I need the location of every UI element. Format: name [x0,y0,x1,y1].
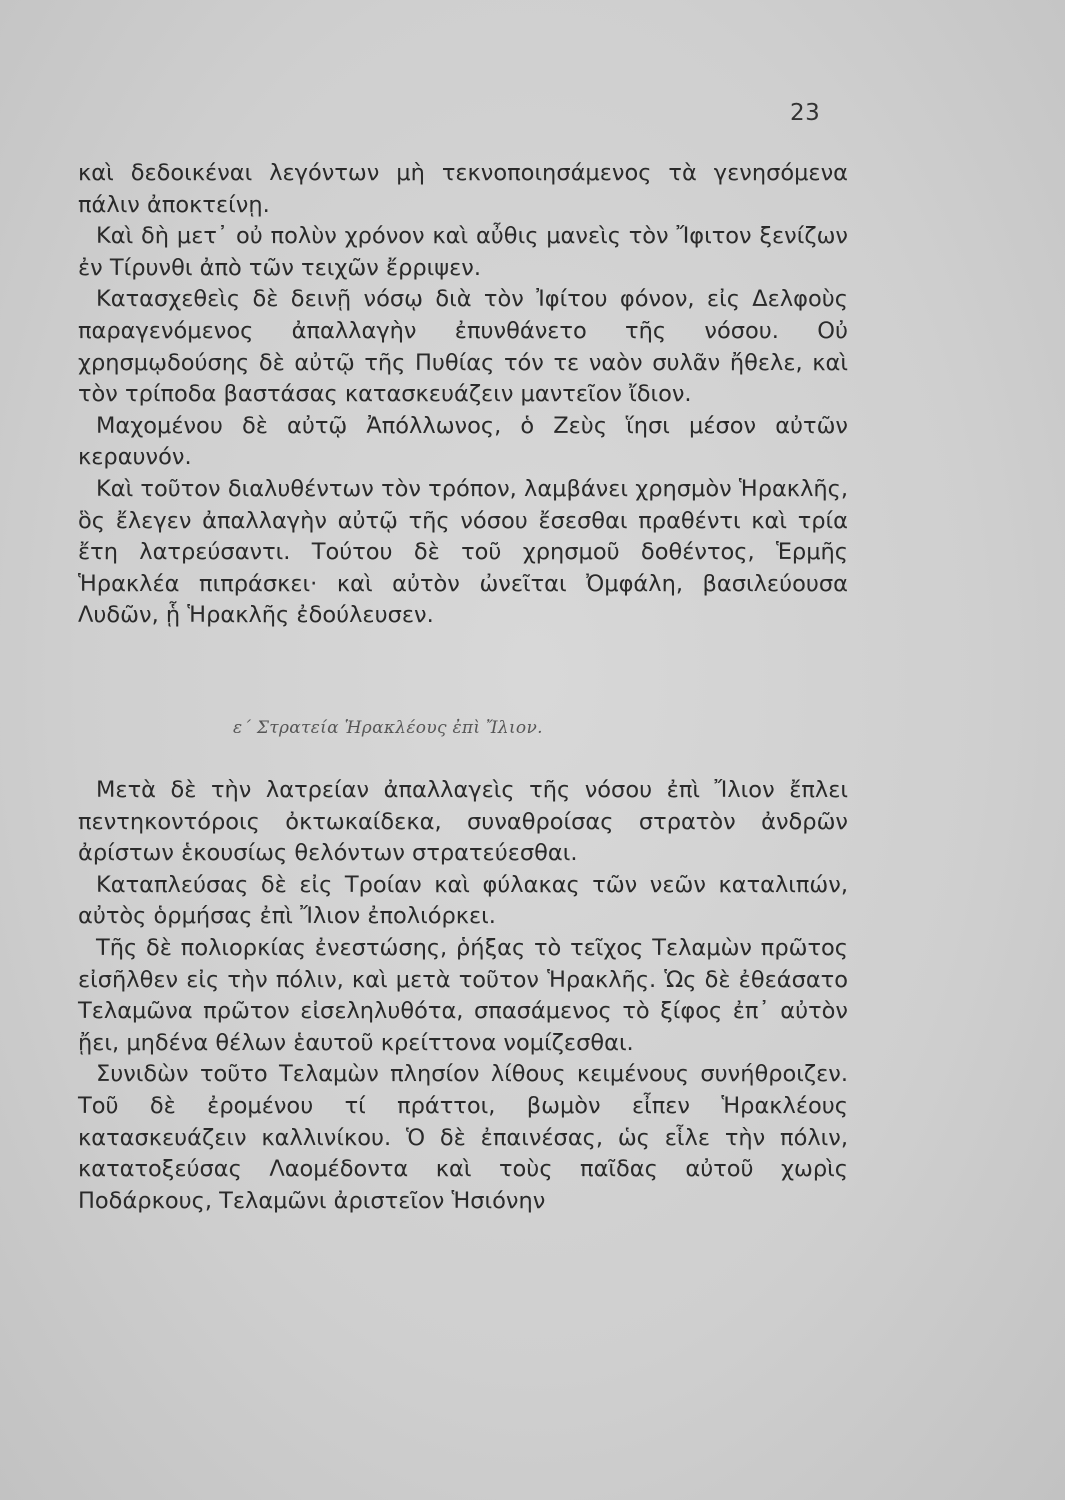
paragraph: Καὶ τοῦτον διαλυθέντων τὸν τρόπον, λαμβάνει χρησμὸν Ἡρακλῆς, ὃς ἔλεγεν ἀπαλλαγὴν αὐτῷ τῆς νόσου ἔσεσθαι πραθέντι καὶ τρία ἔτη λατρεύσαντι. Τούτου δὲ τοῦ χρησμοῦ δοθέντος, Ἑρμῆς Ἡρακλέα πιπράσκει· καὶ αὐτὸν ὠνεῖται Ὀμφάλη, βασιλεύουσα Λυδῶν, ᾗ Ἡρακλῆς ἐδούλευσεν. [78,475,848,629]
paragraph: Μετὰ δὲ τὴν λατρείαν ἀπαλλαγεὶς τῆς νόσου ἐπὶ Ἴλιον ἔπλει πεντηκοντόροις ὀκτωκαίδεκα, συναθροίσας στρατὸν ἀνδρῶν ἀρίστων ἑκουσίως θελόντων στρατεύεσθαι. [78,777,848,867]
top-text-block [78,158,848,632]
paragraph: Μαχομένου δὲ αὐτῷ Ἀπόλλωνος, ὁ Ζεὺς ἵησι μέσον αὐτῶν κεραυνόν. [78,412,848,471]
section-heading: ε΄ Στρατεία Ἡρακλέους ἐπὶ Ἴλιον. [233,718,543,738]
paragraph: καὶ δεδοικέναι λεγόντων μὴ τεκνοποιησάμενος τὰ γενησόμενα πάλιν ἀποκτείνῃ. [78,160,848,218]
paragraph: Καὶ δὴ μετ᾽ οὐ πολὺν χρόνον καὶ αὖθις μανεὶς τὸν Ἴφιτον ξενίζων ἐν Τίρυνθι ἀπὸ τῶν τειχῶν ἔρριψεν. [78,223,848,281]
paragraph: Συνιδὼν τοῦτο Τελαμὼν πλησίον λίθους κειμένους συνήθροιζεν. Τοῦ δὲ ἐρομένου τί πράττοι, βωμὸν εἶπεν Ἡρακλέους κατασκευάζειν καλλινίκου. Ὁ δὲ ἐπαινέσας, ὡς εἷλε τὴν πόλιν, κατατοξεύσας Λαομέδοντα καὶ τοὺς παῖδας αὐτοῦ χωρὶς Ποδάρκους, Τελαμῶνι ἀριστεῖον Ἡσιόνην [78,1061,848,1214]
bottom-text-block [78,775,848,1217]
paragraph: Τῆς δὲ πολιορκίας ἐνεστώσης, ῥήξας τὸ τεῖχος Τελαμὼν πρῶτος εἰσῆλθεν εἰς τὴν πόλιν, καὶ μετὰ τοῦτον Ἡρακλῆς. Ὡς δὲ ἐθεάσατο Τελαμῶνα πρῶτον εἰσεληλυθότα, σπασάμενος τὸ ξίφος ἐπ᾽ αὐτὸν ᾔει, μηδένα θέλων ἑαυτοῦ κρείττονα νομίζεσθαι. [78,934,848,1056]
page-number: 23 [790,100,821,126]
paragraph: Κατασχεθεὶς δὲ δεινῇ νόσῳ διὰ τὸν Ἰφίτου φόνον, εἰς Δελφοὺς παραγενόμενος ἀπαλλαγὴν ἐπυνθάνετο τῆς νόσου. Οὐ χρησμῳδούσης δὲ αὐτῷ τῆς Πυθίας τόν τε ναὸν συλᾶν ἤθελε, καὶ τὸν τρίποδα βαστάσας κατασκευάζειν μαντεῖον ἴδιον. [78,286,848,408]
paragraph: Καταπλεύσας δὲ εἰς Τροίαν καὶ φύλακας τῶν νεῶν καταλιπών, αὐτὸς ὁρμήσας ἐπὶ Ἴλιον ἐπολιόρκει. [78,871,848,930]
